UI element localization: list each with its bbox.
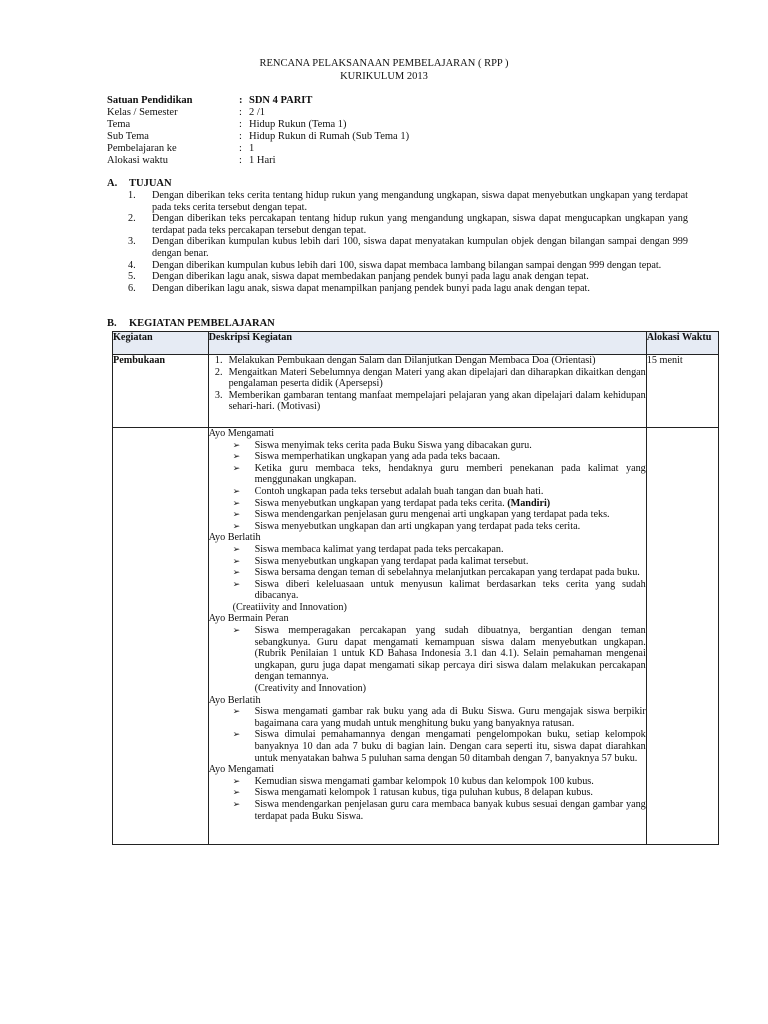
row-description <box>208 355 646 428</box>
bullet-item <box>209 509 646 521</box>
item-number: 3. <box>214 389 223 401</box>
objectives-list <box>128 190 688 294</box>
info-separator: : <box>239 119 242 130</box>
item-text: Dengan diberikan teks percakapan tentang hidup rukun yang mengandung ungkapan, siswa dapat mengucapkan ungkapan yang terdapat pada teks percakapan tersebut dengan tepat. <box>152 213 688 236</box>
bullet-item <box>209 556 646 568</box>
bullet-text-part: Kemudian siswa mengamati gambar kelompok 10 kubus dan kelompok 100 kubus. <box>254 775 594 787</box>
bullet-item <box>209 776 646 788</box>
bullet-text-emphasis: (Mandiri) <box>507 497 551 509</box>
activity-note: (Creativity and Innovation) <box>254 683 367 695</box>
arrow-bullet-icon: ➢ <box>232 787 241 798</box>
activities-table <box>112 331 719 845</box>
info-separator: : <box>239 143 242 154</box>
bullet-text <box>255 486 646 498</box>
info-row <box>107 155 409 167</box>
bullet-item <box>209 486 646 498</box>
item-text: Mengaitkan Materi Sebelumnya dengan Materi yang akan dipelajari dan diharapkan dikaitkan dengan pengalaman peserta didik (Apersepsi) <box>228 366 646 390</box>
info-row <box>107 131 409 143</box>
info-value: Hidup Rukun di Rumah (Sub Tema 1) <box>249 131 410 142</box>
row-time: 15 menit <box>646 355 718 428</box>
info-separator: : <box>239 95 243 106</box>
row-label <box>113 427 209 844</box>
document-title: RENCANA PELAKSANAAN PEMBELAJARAN ( RPP ) <box>259 58 509 69</box>
item-text: Dengan diberikan teks cerita tentang hidup rukun yang mengandung ungkapan, siswa dapat menyebutkan ungkapan yang terdapat pada teks cerita tersebut dengan tepat. <box>152 190 688 213</box>
section-heading-tujuan <box>107 178 172 190</box>
bullet-text <box>255 706 646 729</box>
arrow-bullet-icon: ➢ <box>232 555 241 566</box>
info-value: 2 /1 <box>249 107 266 118</box>
table-row <box>113 427 719 844</box>
arrow-bullet-icon: ➢ <box>232 567 241 578</box>
bullet-text-part: Ketika guru membaca teks, hendaknya guru memberi penekanan pada kalimat yang menggunakan ungkapan. <box>254 462 646 486</box>
bullet-text <box>255 729 646 764</box>
arrow-bullet-icon: ➢ <box>232 509 241 520</box>
arrow-bullet-icon: ➢ <box>232 520 241 531</box>
bullet-text <box>255 787 646 799</box>
bullet-text <box>255 451 646 463</box>
list-item <box>128 283 688 295</box>
bullet-text <box>255 567 646 579</box>
bullet-text <box>255 440 646 452</box>
arrow-bullet-icon: ➢ <box>232 706 241 717</box>
row-time <box>646 427 718 844</box>
bullet-text-part: Siswa mengamati gambar rak buku yang ada di Buku Siswa. Guru mengajak siswa berpikir bagaimana cara yang mudah untuk menghitung buku yang banyaknya ratusan. <box>254 706 646 729</box>
bullet-item <box>209 625 646 683</box>
item-text: Dengan diberikan lagu anak, siswa dapat membedakan panjang pendek bunyi pada lagu anak dengan tepat. <box>152 271 589 283</box>
arrow-bullet-icon: ➢ <box>232 578 241 589</box>
activity-heading: Ayo Berlatih <box>208 694 261 706</box>
arrow-bullet-icon: ➢ <box>232 543 241 554</box>
bullet-text-part: Siswa dimulai pemahamannya dengan mengamati pengelompokan buku, setiap kelompok banyaknya 10 dan ada 7 buku di bagian lain. Dengan cara seperti itu, siswa dapat diarahkan untuk menyatakan bahwa 5 puluhan sama dengan 50 ditambah dengan 7, banyaknya 57 buku. <box>254 729 646 764</box>
info-label: Tema <box>107 119 131 130</box>
bullet-text <box>255 776 646 788</box>
list-item <box>128 271 688 283</box>
bullet-item <box>209 451 646 463</box>
bullet-item <box>209 498 646 510</box>
bullet-text <box>255 463 646 486</box>
item-text: Dengan diberikan kumpulan kubus lebih dari 100, siswa dapat menyatakan kumpulan objek dengan bilangan sampai dengan 999 dengan benar. <box>152 236 688 259</box>
list-item <box>128 260 688 272</box>
header-alokasi: Alokasi Waktu <box>646 332 718 355</box>
section-heading-kegiatan <box>107 318 275 330</box>
section-title: TUJUAN <box>129 178 172 189</box>
item-number: 4. <box>128 259 136 271</box>
arrow-bullet-icon: ➢ <box>232 462 241 473</box>
bullet-text-part: Siswa menyebutkan ungkapan yang terdapat pada teks cerita. <box>254 497 508 509</box>
info-label: Pembelajaran ke <box>107 143 177 154</box>
bullet-text-part: Siswa menyebutkan ungkapan dan arti ungkapan yang terdapat pada teks cerita. <box>254 520 581 532</box>
item-text: Melakukan Pembukaan dengan Salam dan Dilanjutkan Dengan Membaca Doa (Orientasi) <box>228 355 596 366</box>
bullet-text-part: Siswa membaca kalimat yang terdapat pada teks percakapan. <box>254 543 504 555</box>
bullet-text <box>255 544 646 556</box>
activity-heading: Ayo Berlatih <box>208 532 261 544</box>
activity-heading: Ayo Mengamati <box>208 764 275 776</box>
bullet-text <box>255 579 646 602</box>
info-separator: : <box>239 131 242 142</box>
table-row <box>113 355 719 428</box>
item-number: 2. <box>128 213 136 225</box>
info-value: SDN 4 PARIT <box>249 95 313 106</box>
item-text: Dengan diberikan lagu anak, siswa dapat menampilkan panjang pendek bunyi pada lagu anak dengan tepat. <box>152 282 590 294</box>
item-text: Dengan diberikan kumpulan kubus lebih dari 100, siswa dapat membaca lambang bilangan sampai dengan 999 dengan tepat. <box>152 259 662 271</box>
bullet-item <box>209 521 646 533</box>
bullet-text <box>255 556 646 568</box>
bullet-text-part: Siswa memperhatikan ungkapan yang ada pada teks bacaan. <box>254 451 501 463</box>
bullet-item <box>209 579 646 602</box>
list-item <box>209 390 646 413</box>
item-text: Memberikan gambaran tentang manfaat mempelajari pelajaran yang akan dipelajari dalam kehidupan sehari-hari. (Motivasi) <box>228 389 646 413</box>
bullet-item <box>209 799 646 822</box>
info-separator: : <box>239 107 242 118</box>
bullet-text-part: Siswa mendengarkan penjelasan guru cara membaca banyak kubus sesuai dengan gambar yang terdapat pada Buku Siswa. <box>254 798 646 822</box>
list-item <box>128 213 688 236</box>
item-number: 2. <box>214 366 223 378</box>
arrow-bullet-icon: ➢ <box>232 625 241 636</box>
bullet-item <box>209 729 646 764</box>
bullet-item <box>209 706 646 729</box>
info-label: Alokasi waktu <box>107 155 168 166</box>
item-number: 3. <box>128 236 136 248</box>
info-value: Hidup Rukun (Tema 1) <box>249 119 347 130</box>
section-letter: A. <box>107 178 118 189</box>
list-item <box>209 355 646 367</box>
arrow-bullet-icon: ➢ <box>232 451 241 462</box>
activity-note: (Creatiivity and Innovation) <box>232 601 347 613</box>
arrow-bullet-icon: ➢ <box>232 497 241 508</box>
table-header-row <box>113 332 719 355</box>
info-row <box>107 143 409 155</box>
info-row <box>107 95 409 107</box>
activity-heading: Ayo Mengamati <box>208 427 275 439</box>
info-label: Sub Tema <box>107 131 149 142</box>
arrow-bullet-icon: ➢ <box>232 485 241 496</box>
bullet-text-part: Siswa mengamati kelompok 1 ratusan kubus, tiga puluhan kubus, 8 delapan kubus. <box>254 787 593 799</box>
arrow-bullet-icon: ➢ <box>232 439 241 450</box>
bullet-item <box>209 463 646 486</box>
info-row <box>107 119 409 131</box>
info-label: Kelas / Semester <box>107 107 178 118</box>
document-subtitle: KURIKULUM 2013 <box>340 71 428 82</box>
row-label: Pembukaan <box>113 355 209 428</box>
item-number: 5. <box>128 271 136 283</box>
bullet-text-part: Siswa mendengarkan penjelasan guru mengenai arti ungkapan yang terdapat pada teks. <box>254 509 610 521</box>
info-label: Satuan Pendidikan <box>107 95 193 106</box>
bullet-text-part: Siswa bersama dengan teman di sebelahnya melanjutkan percakapan yang terdapat pada buku. <box>254 567 640 579</box>
bullet-text-part: Siswa menyebutkan ungkapan yang terdapat pada kalimat tersebut. <box>254 555 529 567</box>
bullet-text-part: Siswa diberi keleluasaan untuk menyusun kalimat berdasarkan teks cerita yang sudah dibacanya. <box>254 578 646 602</box>
bullet-item <box>209 787 646 799</box>
bullet-text-part: Siswa memperagakan percakapan yang sudah dibuatnya, bergantian dengan teman sebangkunya. Guru dapat mengamati kemampuan siswa dalam menyebutkan ungkapan. (Rubrik Penilaian 1 untuk KD Bahasa Indonesia 3.1 dan 4.1). Selain pemahaman mengenai ungkapan, guru juga dapat mengamati sikap percaya diri siswa dalam melakukan percakapan dengan temannya. <box>254 625 646 683</box>
section-letter: B. <box>107 318 117 329</box>
info-row <box>107 107 409 119</box>
bullet-text-part: Contoh ungkapan pada teks tersebut adalah buah tangan dan buah hati. <box>254 485 544 497</box>
bullet-item <box>209 440 646 452</box>
bullet-text <box>255 625 646 683</box>
bullet-text <box>255 521 646 533</box>
item-number: 6. <box>128 282 136 294</box>
list-item <box>209 367 646 390</box>
bullet-text <box>255 509 646 521</box>
bullet-text <box>255 799 646 822</box>
bullet-item <box>209 567 646 579</box>
activity-heading: Ayo Bermain Peran <box>208 613 289 625</box>
item-number: 1. <box>128 190 136 201</box>
section-title: KEGIATAN PEMBELAJARAN <box>129 318 275 329</box>
header-deskripsi: Deskripsi Kegiatan <box>208 332 646 355</box>
arrow-bullet-icon: ➢ <box>232 729 241 740</box>
bullet-text <box>255 498 646 510</box>
bullet-item <box>209 544 646 556</box>
info-value: 1 <box>249 143 255 154</box>
bullet-text-part: Siswa menyimak teks cerita pada Buku Siswa yang dibacakan guru. <box>254 439 532 451</box>
list-item <box>128 190 688 213</box>
arrow-bullet-icon: ➢ <box>232 798 241 809</box>
item-number: 1. <box>214 355 223 366</box>
arrow-bullet-icon: ➢ <box>232 775 241 786</box>
identity-block <box>107 95 409 167</box>
row-description <box>208 427 646 844</box>
info-value: 1 Hari <box>249 155 276 166</box>
list-item <box>128 236 688 259</box>
header-kegiatan: Kegiatan <box>113 332 209 355</box>
info-separator: : <box>239 155 242 166</box>
